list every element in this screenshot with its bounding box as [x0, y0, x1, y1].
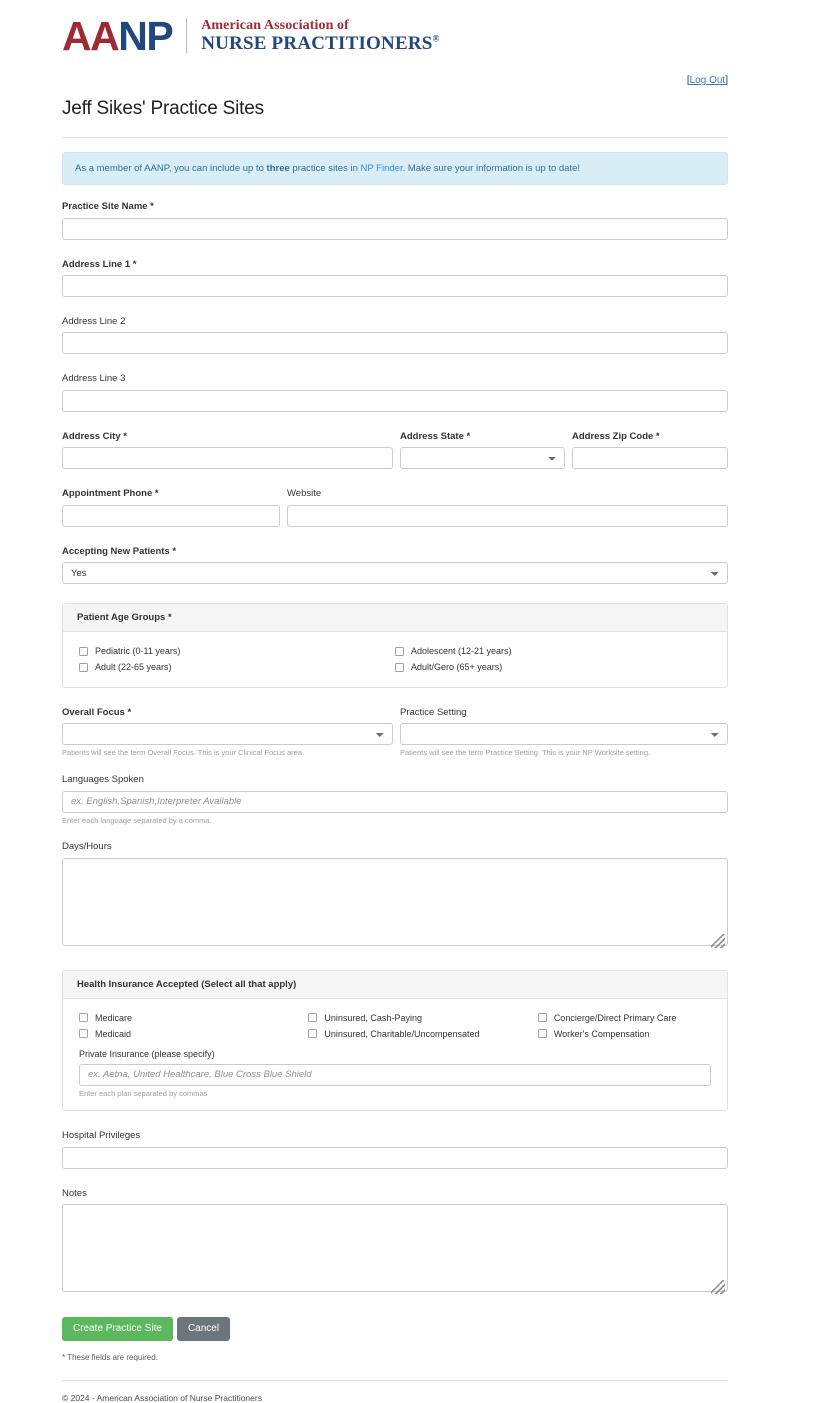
notes-textarea-wrap [62, 1204, 728, 1297]
practice-site-name-input[interactable] [62, 218, 728, 240]
label-address-city: Address City * [62, 430, 127, 442]
checkbox-pediatric[interactable] [79, 643, 395, 659]
field-languages-spoken [62, 774, 728, 825]
label-address-line-2: Address Line 2 [62, 316, 126, 328]
checkbox-label: Medicare [95, 1012, 133, 1023]
np-finder-link[interactable]: NP Finder [360, 163, 403, 174]
form-actions [62, 1317, 728, 1341]
label-address-line-3: Address Line 3 [62, 373, 126, 385]
logo-tagline-line1: American Association of [201, 17, 349, 33]
field-days-hours [62, 841, 728, 950]
checkbox-icon[interactable] [538, 1013, 547, 1022]
spacer [62, 527, 728, 546]
patient-age-groups-title: Patient Age Groups * [63, 604, 727, 632]
field-appointment-phone [62, 488, 280, 526]
checkbox-medicaid[interactable] [79, 1026, 308, 1042]
site-masthead [0, 0, 838, 57]
address-line-1-input[interactable] [62, 275, 728, 297]
title-divider [62, 137, 728, 138]
checkbox-adult-gero[interactable] [395, 659, 711, 675]
practice-site-form [62, 185, 728, 1362]
field-hospital-privileges [62, 1130, 728, 1168]
create-practice-site-button[interactable]: Create Practice Site [62, 1317, 173, 1341]
checkbox-label: Uninsured, Charitable/Uncompensated [324, 1028, 480, 1039]
logo-tagline-line2 [201, 34, 439, 54]
focus-setting-row [62, 707, 728, 758]
field-address-zip [572, 431, 728, 469]
logo-aa-text: AA [62, 13, 119, 59]
checkbox-icon[interactable] [79, 647, 88, 656]
label-days-hours: Days/Hours [62, 841, 112, 853]
field-website [287, 488, 728, 526]
checkbox-label: Adult (22-65 years) [95, 662, 172, 673]
label-address-state: Address State * [400, 430, 471, 442]
required-fields-note: * These fields are required. [62, 1353, 158, 1363]
membership-info-alert [62, 152, 728, 185]
address-line-2-input[interactable] [62, 332, 728, 354]
checkbox-label: Worker's Compensation [553, 1028, 650, 1039]
spacer [62, 951, 728, 970]
field-accepting-new-patients [62, 546, 728, 584]
patient-age-groups-body [63, 632, 727, 687]
field-practice-site-name [62, 201, 728, 239]
checkbox-icon[interactable] [395, 647, 404, 656]
checkbox-icon[interactable] [79, 1013, 88, 1022]
practice-setting-help-text: Patients will see the term Practice Setting. This is your NP Worksite setting. [400, 748, 651, 758]
label-website: Website [287, 488, 322, 500]
checkbox-workers-compensation[interactable] [538, 1026, 711, 1042]
spacer [62, 688, 728, 707]
alert-text-part2: practice sites in [289, 163, 361, 174]
alert-text-part3: . Make sure your information is up to date! [402, 163, 581, 174]
logo-np-text: NP [118, 13, 173, 59]
practice-setting-select[interactable] [400, 723, 728, 745]
checkbox-label: Medicaid [95, 1028, 132, 1039]
field-notes [62, 1188, 728, 1297]
logout-link[interactable]: Log Out [689, 75, 726, 86]
checkbox-icon[interactable] [395, 663, 404, 672]
content-container [62, 57, 728, 1403]
spacer [62, 469, 728, 488]
checkbox-label: Pediatric (0-11 years) [95, 646, 181, 657]
spacer [62, 354, 728, 373]
health-insurance-checkbox-grid [79, 1010, 711, 1042]
label-notes: Notes [62, 1187, 87, 1199]
checkbox-adult[interactable] [79, 659, 395, 675]
label-languages-spoken: Languages Spoken [62, 774, 144, 786]
label-address-line-1: Address Line 1 * [62, 258, 137, 270]
checkbox-label: Adolescent (12-21 years) [411, 646, 512, 657]
checkbox-icon[interactable] [79, 663, 88, 672]
label-accepting-new-patients: Accepting New Patients * [62, 545, 177, 557]
checkbox-uninsured-cash-paying[interactable] [308, 1010, 537, 1026]
checkbox-label: Adult/Gero (65+ years) [411, 662, 503, 673]
private-insurance-input[interactable] [79, 1064, 711, 1086]
address-line-3-input[interactable] [62, 390, 728, 412]
spacer [62, 825, 728, 841]
website-input[interactable] [287, 505, 728, 527]
spacer [62, 297, 728, 316]
languages-spoken-input[interactable] [62, 791, 728, 813]
logo-tagline-line2-text: NURSE PRACTITIONERS [201, 33, 433, 55]
spacer [393, 707, 400, 758]
appointment-phone-input[interactable] [62, 505, 280, 527]
checkbox-icon[interactable] [538, 1029, 547, 1038]
field-address-state [400, 431, 565, 469]
registered-mark-icon: ® [432, 34, 440, 45]
health-insurance-title: Health Insurance Accepted (Select all that apply) [63, 971, 727, 999]
overall-focus-help-text: Patients will see the term Overall Focus. This is your Clinical Focus area. [62, 748, 305, 758]
spacer [62, 1169, 728, 1188]
label-hospital-privileges: Hospital Privileges [62, 1130, 141, 1142]
checkbox-icon[interactable] [308, 1013, 317, 1022]
spacer [393, 431, 400, 469]
cancel-button[interactable]: Cancel [177, 1317, 230, 1341]
alert-text-part1: As a member of AANP, you can include up to [75, 163, 267, 174]
field-overall-focus [62, 707, 393, 758]
field-address-line-3 [62, 373, 728, 411]
accepting-new-patients-select[interactable] [62, 562, 728, 584]
spacer [62, 584, 728, 603]
spacer [62, 758, 728, 774]
address-city-state-zip-row [62, 431, 728, 469]
aanp-logo [62, 13, 440, 59]
private-insurance-help-text: Enter each plan separated by commas [79, 1088, 208, 1098]
address-city-input[interactable] [62, 447, 393, 469]
checkbox-concierge-direct-primary-care[interactable] [538, 1010, 711, 1026]
address-state-select[interactable] [400, 447, 565, 469]
days-hours-textarea[interactable] [62, 858, 728, 946]
checkbox-icon[interactable] [79, 1029, 88, 1038]
patient-age-groups-checkbox-grid [79, 643, 711, 675]
footer-copyright: © 2024 - American Association of Nurse Practitioners [62, 1393, 262, 1403]
label-appointment-phone: Appointment Phone * [62, 488, 159, 500]
field-practice-setting [400, 707, 728, 758]
checkbox-adolescent[interactable] [395, 643, 711, 659]
field-address-city [62, 431, 393, 469]
label-private-insurance: Private Insurance (please specify) [79, 1048, 215, 1059]
logout-bracket-open: [ [686, 75, 690, 86]
notes-textarea[interactable] [62, 1204, 728, 1292]
languages-spoken-help-text: Enter each language separated by a comma. [62, 815, 212, 825]
checkbox-label: Concierge/Direct Primary Care [553, 1012, 677, 1023]
spacer [62, 412, 728, 431]
field-address-line-1 [62, 259, 728, 297]
address-zip-input[interactable] [572, 447, 728, 469]
field-address-line-2 [62, 316, 728, 354]
checkbox-medicare[interactable] [79, 1010, 308, 1026]
health-insurance-panel [62, 970, 728, 1112]
hospital-privileges-input[interactable] [62, 1147, 728, 1169]
label-overall-focus: Overall Focus * [62, 707, 132, 719]
label-practice-site-name: Practice Site Name * [62, 201, 154, 213]
label-address-zip: Address Zip Code * [572, 430, 660, 442]
page-title: Jeff Sikes' Practice Sites [62, 98, 264, 119]
checkbox-icon[interactable] [308, 1029, 317, 1038]
spacer [62, 240, 728, 259]
aanp-logo-mark [62, 13, 186, 59]
spacer [62, 1111, 728, 1130]
logout-row [62, 57, 728, 86]
overall-focus-select[interactable] [62, 723, 393, 745]
checkbox-label: Uninsured, Cash-Paying [324, 1012, 422, 1023]
patient-age-groups-panel [62, 603, 728, 688]
alert-bold-word: three [266, 163, 290, 174]
checkbox-uninsured-charitable[interactable] [308, 1026, 537, 1042]
spacer [565, 431, 572, 469]
aanp-logo-tagline [187, 19, 439, 55]
spacer [280, 488, 287, 526]
label-practice-setting: Practice Setting [400, 707, 467, 719]
phone-website-row [62, 488, 728, 526]
health-insurance-body [63, 999, 727, 1111]
logout-bracket-close: ] [725, 75, 728, 86]
days-hours-textarea-wrap [62, 858, 728, 951]
